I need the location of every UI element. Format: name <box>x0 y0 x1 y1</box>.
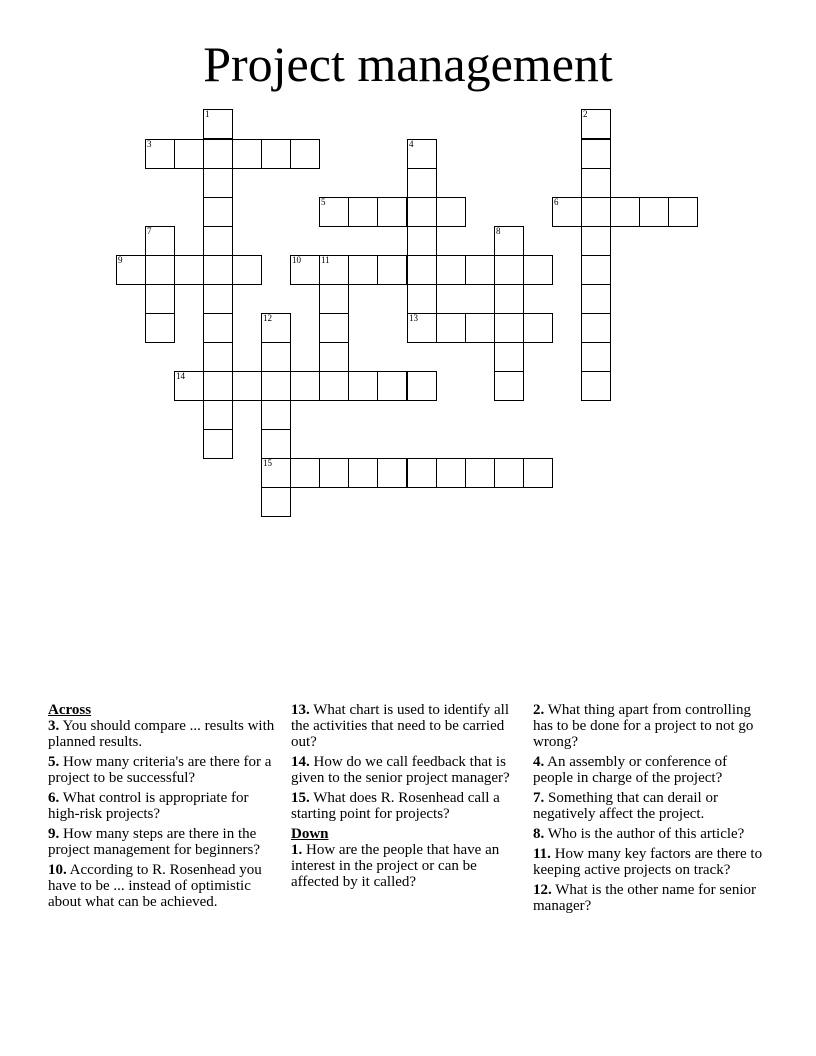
page-title: Project management <box>203 36 613 92</box>
clue-text: What is the other name for senior manager? <box>533 882 756 914</box>
grid-cell[interactable] <box>348 371 378 401</box>
grid-cell[interactable] <box>203 168 233 198</box>
grid-cell[interactable] <box>319 458 349 488</box>
grid-cell[interactable] <box>610 197 640 227</box>
grid-cell[interactable] <box>407 313 437 343</box>
grid-cell[interactable] <box>494 255 524 285</box>
clue-across-14 <box>291 754 521 786</box>
grid-cell[interactable] <box>290 255 320 285</box>
cell-number: 12 <box>263 313 272 323</box>
grid-cell[interactable] <box>523 313 553 343</box>
grid-cell[interactable] <box>407 139 437 169</box>
clue-text: How many criteria's are there for a project to be successful? <box>48 754 272 786</box>
grid-cell[interactable] <box>319 342 349 372</box>
grid-cell[interactable] <box>639 197 669 227</box>
clue-text: What chart is used to identify all the activities that need to be carried out? <box>291 702 510 750</box>
grid-cell[interactable] <box>348 255 378 285</box>
clue-number: 8. <box>533 826 545 842</box>
grid-cell[interactable] <box>319 284 349 314</box>
grid-cell[interactable] <box>581 226 611 256</box>
clues-column-1 <box>48 702 278 914</box>
cell-number: 6 <box>554 197 559 207</box>
grid-cell[interactable] <box>436 458 466 488</box>
grid-cell[interactable] <box>668 197 698 227</box>
grid-cell[interactable] <box>377 255 407 285</box>
grid-cell[interactable] <box>232 139 262 169</box>
clue-text: Something that can derail or negatively affect the project. <box>533 790 718 822</box>
clue-across-15 <box>291 790 521 822</box>
grid-cell[interactable] <box>407 255 437 285</box>
clue-down-7 <box>533 790 763 822</box>
clue-down-12 <box>533 882 763 914</box>
grid-cell[interactable] <box>290 458 320 488</box>
grid-cell[interactable] <box>174 371 204 401</box>
grid-cell[interactable] <box>261 313 291 343</box>
grid-cell[interactable] <box>145 313 175 343</box>
grid-cell[interactable] <box>319 255 349 285</box>
grid-cell[interactable] <box>407 226 437 256</box>
grid-cell[interactable] <box>261 487 291 517</box>
grid-cell[interactable] <box>145 255 175 285</box>
clue-text: An assembly or conference of people in charge of the project? <box>533 754 728 786</box>
cell-number: 7 <box>147 226 152 236</box>
clues-column-3 <box>533 702 763 918</box>
grid-cell[interactable] <box>145 226 175 256</box>
grid-cell[interactable] <box>348 197 378 227</box>
clue-down-1 <box>291 842 521 890</box>
grid-cell[interactable] <box>407 458 437 488</box>
cell-number: 2 <box>583 109 588 119</box>
grid-cell[interactable] <box>581 197 611 227</box>
grid-cell[interactable] <box>581 342 611 372</box>
cell-number: 8 <box>496 226 501 236</box>
grid-cell[interactable] <box>232 371 262 401</box>
cell-number: 11 <box>321 255 330 265</box>
down-heading: Down <box>291 826 329 842</box>
cell-number: 4 <box>409 139 414 149</box>
grid-cell[interactable] <box>290 139 320 169</box>
clue-number: 12. <box>533 882 552 898</box>
cell-number: 14 <box>176 371 185 381</box>
grid-cell[interactable] <box>581 139 611 169</box>
clue-number: 7. <box>533 790 545 806</box>
grid-cell[interactable] <box>203 400 233 430</box>
grid-cell[interactable] <box>116 255 146 285</box>
clue-text: Who is the author of this article? <box>544 826 745 842</box>
clue-number: 6. <box>48 790 60 806</box>
grid-cell[interactable] <box>203 139 233 169</box>
clue-down-4 <box>533 754 763 786</box>
clue-number: 1. <box>291 842 303 858</box>
grid-cell[interactable] <box>174 139 204 169</box>
clue-text: What control is appropriate for high-risk projects? <box>48 790 249 822</box>
clue-across-10 <box>48 862 278 910</box>
grid-cell[interactable] <box>581 313 611 343</box>
grid-cell[interactable] <box>581 168 611 198</box>
clue-number: 10. <box>48 862 67 878</box>
grid-cell[interactable] <box>203 109 233 139</box>
clue-across-13 <box>291 702 521 750</box>
clue-across-3 <box>48 718 278 750</box>
grid-cell[interactable] <box>377 371 407 401</box>
clue-number: 9. <box>48 826 60 842</box>
grid-cell[interactable] <box>552 197 582 227</box>
grid-cell[interactable] <box>407 168 437 198</box>
clue-text: What does R. Rosenhead call a starting point for projects? <box>291 790 500 822</box>
clue-across-6 <box>48 790 278 822</box>
clue-text: According to R. Rosenhead you have to be ... instead of optimistic about what can be achieved. <box>48 862 262 910</box>
grid-cell[interactable] <box>145 139 175 169</box>
grid-cell[interactable] <box>407 371 437 401</box>
grid-cell[interactable] <box>494 458 524 488</box>
grid-cell[interactable] <box>494 226 524 256</box>
grid-cell[interactable] <box>261 371 291 401</box>
grid-cell[interactable] <box>203 197 233 227</box>
grid-cell[interactable] <box>203 284 233 314</box>
grid-cell[interactable] <box>203 429 233 459</box>
clue-down-8 <box>533 826 763 842</box>
clue-number: 5. <box>48 754 60 770</box>
grid-cell[interactable] <box>436 313 466 343</box>
grid-cell[interactable] <box>436 255 466 285</box>
grid-cell[interactable] <box>145 284 175 314</box>
grid-cell[interactable] <box>261 139 291 169</box>
cell-number: 15 <box>263 458 272 468</box>
clues-column-2 <box>291 702 521 894</box>
clue-text: How do we call feedback that is given to the senior project manager? <box>291 754 510 786</box>
cell-number: 13 <box>409 313 418 323</box>
grid-cell[interactable] <box>203 313 233 343</box>
grid-cell[interactable] <box>494 284 524 314</box>
grid-cell[interactable] <box>465 255 495 285</box>
grid-cell[interactable] <box>465 313 495 343</box>
grid-cell[interactable] <box>203 226 233 256</box>
grid-cell[interactable] <box>203 255 233 285</box>
grid-cell[interactable] <box>581 255 611 285</box>
grid-cell[interactable] <box>319 371 349 401</box>
grid-cell[interactable] <box>465 458 495 488</box>
cell-number: 5 <box>321 197 326 207</box>
clue-down-11 <box>533 846 763 878</box>
clue-number: 15. <box>291 790 310 806</box>
grid-cell[interactable] <box>203 342 233 372</box>
cell-number: 9 <box>118 255 123 265</box>
grid-cell[interactable] <box>232 255 262 285</box>
grid-cell[interactable] <box>494 342 524 372</box>
grid-cell[interactable] <box>319 197 349 227</box>
grid-cell[interactable] <box>261 458 291 488</box>
clue-number: 4. <box>533 754 545 770</box>
grid-cell[interactable] <box>348 458 378 488</box>
clue-number: 2. <box>533 702 545 718</box>
grid-cell[interactable] <box>523 458 553 488</box>
clue-text: How many key factors are there to keeping active projects on track? <box>533 846 763 878</box>
grid-cell[interactable] <box>407 197 437 227</box>
grid-cell[interactable] <box>581 284 611 314</box>
grid-cell[interactable] <box>203 371 233 401</box>
clue-number: 11. <box>533 846 551 862</box>
clue-text: You should compare ... results with planned results. <box>48 718 275 750</box>
grid-cell[interactable] <box>581 371 611 401</box>
cell-number: 10 <box>292 255 301 265</box>
across-heading: Across <box>48 702 92 718</box>
grid-cell[interactable] <box>581 109 611 139</box>
grid-cell[interactable] <box>407 284 437 314</box>
clue-text: How are the people that have an interest in the project or can be affected by it called? <box>291 842 500 890</box>
grid-cell[interactable] <box>523 255 553 285</box>
clue-text: What thing apart from controlling has to be done for a project to not go wrong? <box>533 702 754 750</box>
cell-number: 3 <box>147 139 152 149</box>
clue-across-9 <box>48 826 278 858</box>
grid-cell[interactable] <box>377 458 407 488</box>
grid-cell[interactable] <box>261 429 291 459</box>
clue-down-2 <box>533 702 763 750</box>
grid-cell[interactable] <box>494 371 524 401</box>
grid-cell[interactable] <box>290 371 320 401</box>
clue-number: 13. <box>291 702 310 718</box>
grid-cell[interactable] <box>436 197 466 227</box>
clue-text: How many steps are there in the project management for beginners? <box>48 826 260 858</box>
grid-cell[interactable] <box>494 313 524 343</box>
grid-cell[interactable] <box>174 255 204 285</box>
grid-cell[interactable] <box>261 400 291 430</box>
grid-cell[interactable] <box>319 313 349 343</box>
grid-cell[interactable] <box>377 197 407 227</box>
clue-across-5 <box>48 754 278 786</box>
clue-number: 3. <box>48 718 60 734</box>
cell-number: 1 <box>205 109 210 119</box>
clue-number: 14. <box>291 754 310 770</box>
grid-cell[interactable] <box>261 342 291 372</box>
